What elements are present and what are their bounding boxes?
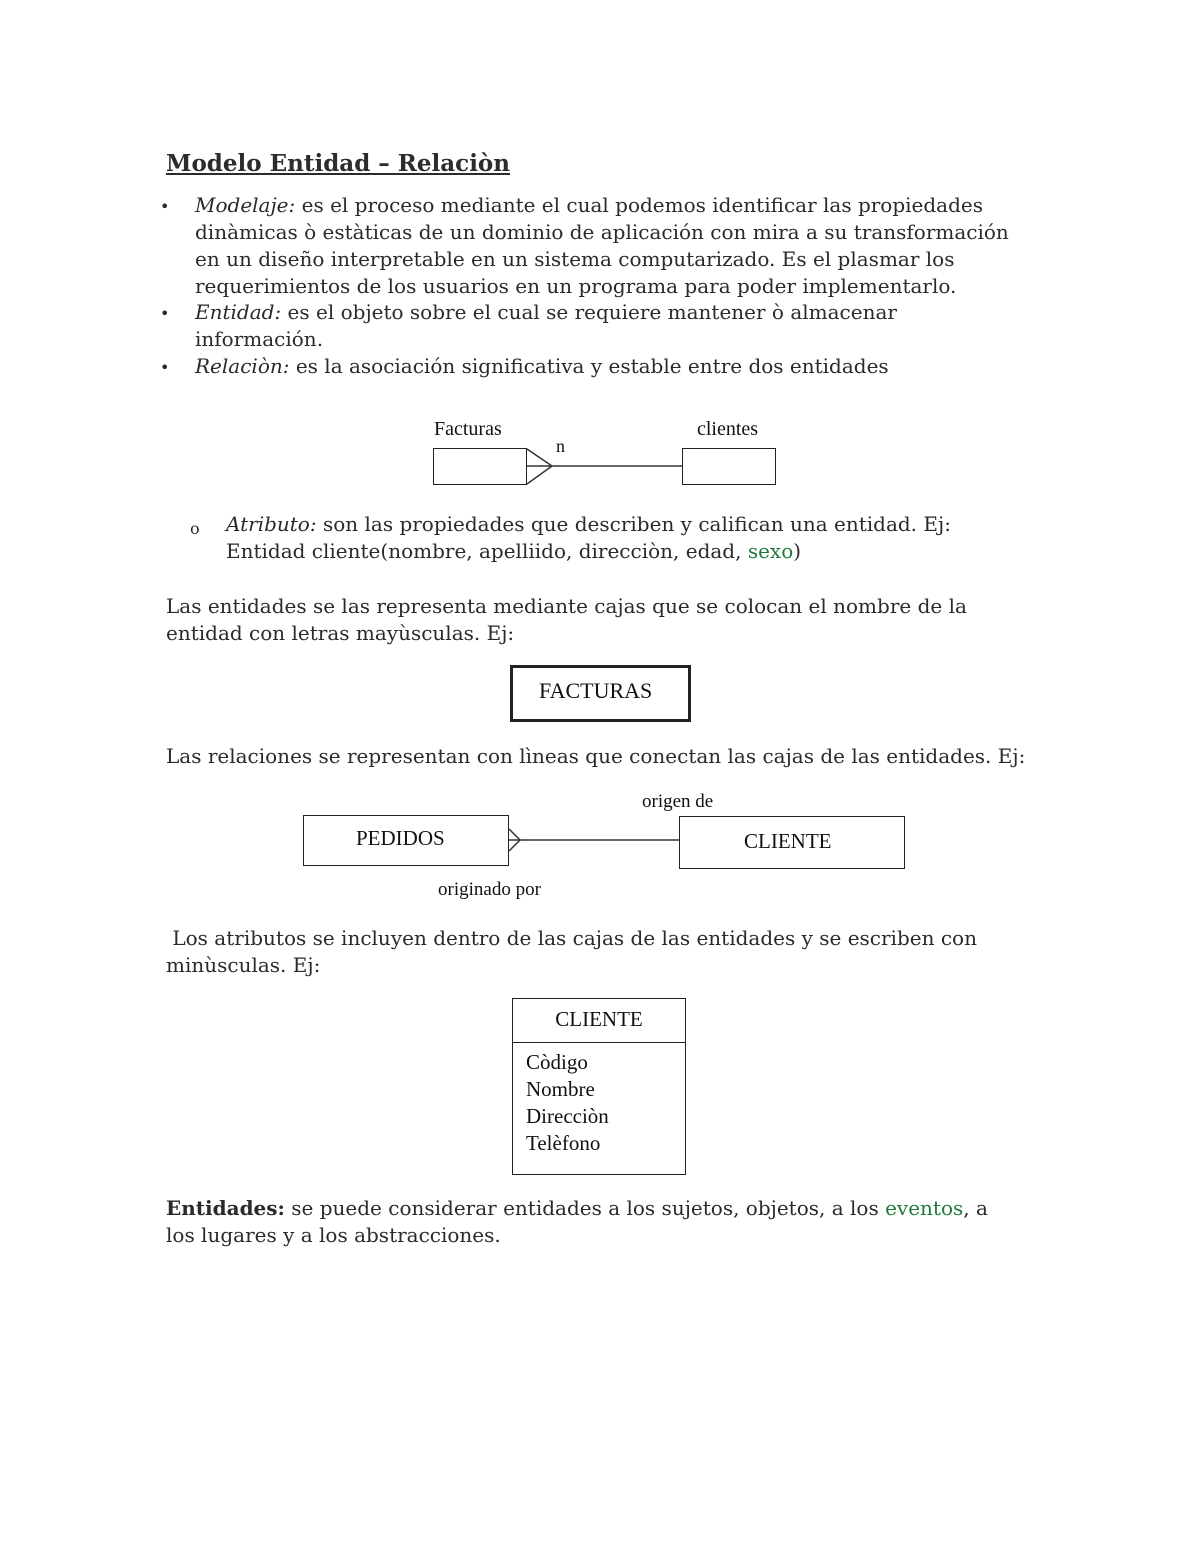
- term-modelaje: Modelaje:: [195, 193, 296, 217]
- highlight-eventos: eventos: [885, 1196, 964, 1220]
- sub-item-text: ): [793, 539, 802, 563]
- entity-label-facturas: Facturas: [434, 418, 502, 440]
- term-entidades: Entidades:: [166, 1196, 285, 1220]
- bullet-dot: •: [160, 358, 170, 377]
- sub-item-text: Entidad cliente(nombre, apelliido, direcciòn, edad,: [226, 539, 748, 563]
- bullet-dot: •: [160, 304, 170, 323]
- term-entidad: Entidad:: [195, 300, 282, 324]
- cardinality-label: n: [556, 436, 565, 456]
- list-item-text: es la asociación significativa y estable entre dos entidades: [295, 354, 889, 378]
- highlight-sexo: sexo: [747, 539, 794, 563]
- attribute-list: [526, 1049, 609, 1157]
- paragraph-attributes: [166, 925, 977, 979]
- relationship-label-bottom: originado por: [438, 879, 541, 900]
- list-item-text: es el objeto sobre el cual se requiere mantener ò almacenar: [287, 300, 897, 324]
- paragraph-line: entidad con letras mayùsculas. Ej:: [166, 621, 515, 645]
- attribute-item: Nombre: [526, 1077, 595, 1101]
- entity-name: PEDIDOS: [356, 826, 445, 850]
- entity-name: CLIENTE: [555, 1007, 643, 1031]
- bullet-dot: •: [160, 197, 170, 216]
- list-item-text: información.: [195, 327, 324, 351]
- paragraph-relations: Las relaciones se representan con lìneas que conectan las cajas de las entidades. Ej:: [166, 744, 1026, 768]
- attribute-item: Telèfono: [526, 1131, 601, 1155]
- paragraph-closing: [166, 1195, 988, 1249]
- entity-attributes-box: [512, 998, 686, 1175]
- term-atributo: Atributo:: [226, 512, 317, 536]
- list-item-text: dinàmicas ò estàticas de un dominio de aplicación con mira a su transformación: [195, 220, 1009, 244]
- paragraph-text: , a: [963, 1196, 988, 1220]
- term-relacion: Relaciòn:: [195, 354, 290, 378]
- entity-header: [513, 999, 685, 1043]
- entity-name: CLIENTE: [744, 829, 832, 853]
- list-item-text: en un diseño interpretable en un sistema computarizado. Es el plasmar los: [195, 247, 955, 271]
- entity-label-clientes: clientes: [697, 418, 759, 440]
- paragraph-line: Los atributos se incluyen dentro de las cajas de las entidades y se escriben con: [166, 926, 977, 950]
- sub-item-text: son las propiedades que describen y califican una entidad. Ej:: [322, 512, 951, 536]
- paragraph-line: los lugares y a los abstracciones.: [166, 1223, 501, 1247]
- paragraph-text: se puede considerar entidades a los sujetos, objetos, a los: [284, 1196, 886, 1220]
- paragraph-line: minùsculas. Ej:: [166, 953, 321, 977]
- sub-bullet-marker: o: [190, 519, 200, 538]
- attribute-item: Direcciòn: [526, 1104, 609, 1128]
- entity-name: FACTURAS: [539, 678, 653, 703]
- attribute-item: Còdigo: [526, 1050, 588, 1074]
- page-title: Modelo Entidad – Relaciòn: [166, 150, 510, 177]
- paragraph-line: Las entidades se las representa mediante cajas que se colocan el nombre de la: [166, 594, 967, 618]
- list-item-text: requerimientos de los usuarios en un programa para poder implementarlo.: [195, 274, 957, 298]
- relationship-label-top: origen de: [642, 791, 714, 812]
- list-item-text: es el proceso mediante el cual podemos identificar las propiedades: [301, 193, 984, 217]
